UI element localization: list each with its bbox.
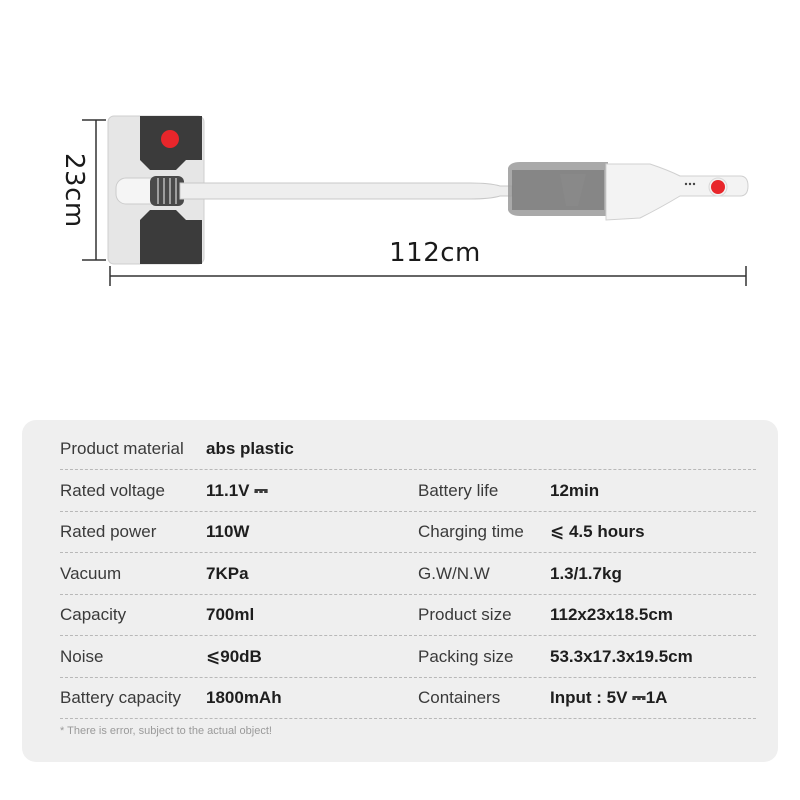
disclaimer-note: * There is error, subject to the actual object! bbox=[60, 725, 272, 737]
table-row bbox=[60, 428, 756, 470]
table-row bbox=[60, 553, 756, 595]
spec-value: 12min bbox=[550, 481, 600, 500]
spec-value: 700ml bbox=[206, 605, 255, 624]
length-dimension-line bbox=[110, 266, 746, 286]
table-row bbox=[60, 677, 756, 719]
handle-power-button-icon bbox=[711, 180, 725, 194]
spec-label: Rated power bbox=[60, 522, 157, 541]
specifications-table bbox=[22, 420, 778, 762]
spec-value: 53.3x17.3x19.5cm bbox=[550, 647, 693, 666]
spec-label: Capacity bbox=[60, 605, 127, 624]
spec-label: Battery life bbox=[418, 481, 499, 500]
spec-label: Product size bbox=[418, 605, 512, 624]
spec-label: Charging time bbox=[418, 522, 524, 541]
spec-label: G.W/N.W bbox=[418, 564, 490, 583]
table-row bbox=[60, 511, 756, 553]
spec-value: Input : 5V ⎓1A bbox=[550, 688, 668, 707]
spec-value: 112x23x18.5cm bbox=[550, 605, 673, 624]
table-row bbox=[60, 636, 756, 678]
spec-label: Rated voltage bbox=[60, 481, 165, 500]
table-row bbox=[60, 594, 756, 636]
height-dimension-label: 23cm bbox=[59, 153, 89, 228]
spec-value: 11.1V ⎓ bbox=[206, 481, 268, 500]
spec-label: Packing size bbox=[418, 647, 514, 666]
spec-value: abs plastic bbox=[206, 439, 294, 458]
handheld-unit bbox=[508, 162, 748, 220]
spec-label: Containers bbox=[418, 688, 501, 707]
spec-value: 1800mAh bbox=[206, 688, 282, 707]
extension-tube bbox=[180, 183, 512, 199]
table-row bbox=[60, 470, 756, 512]
length-dimension-label: 112cm bbox=[389, 238, 481, 268]
spec-value: 1.3/1.7kg bbox=[550, 564, 622, 583]
spec-value: ⩽90dB bbox=[206, 647, 262, 666]
spec-value: 7KPa bbox=[206, 564, 249, 583]
spec-label: Vacuum bbox=[60, 564, 122, 583]
spec-value: ⩽ 4.5 hours bbox=[550, 522, 645, 541]
spec-label: Noise bbox=[60, 647, 104, 666]
spec-label: Product material bbox=[60, 439, 184, 458]
spec-value: 110W bbox=[206, 522, 250, 541]
power-button-icon bbox=[161, 130, 179, 148]
spec-label: Battery capacity bbox=[60, 688, 181, 707]
